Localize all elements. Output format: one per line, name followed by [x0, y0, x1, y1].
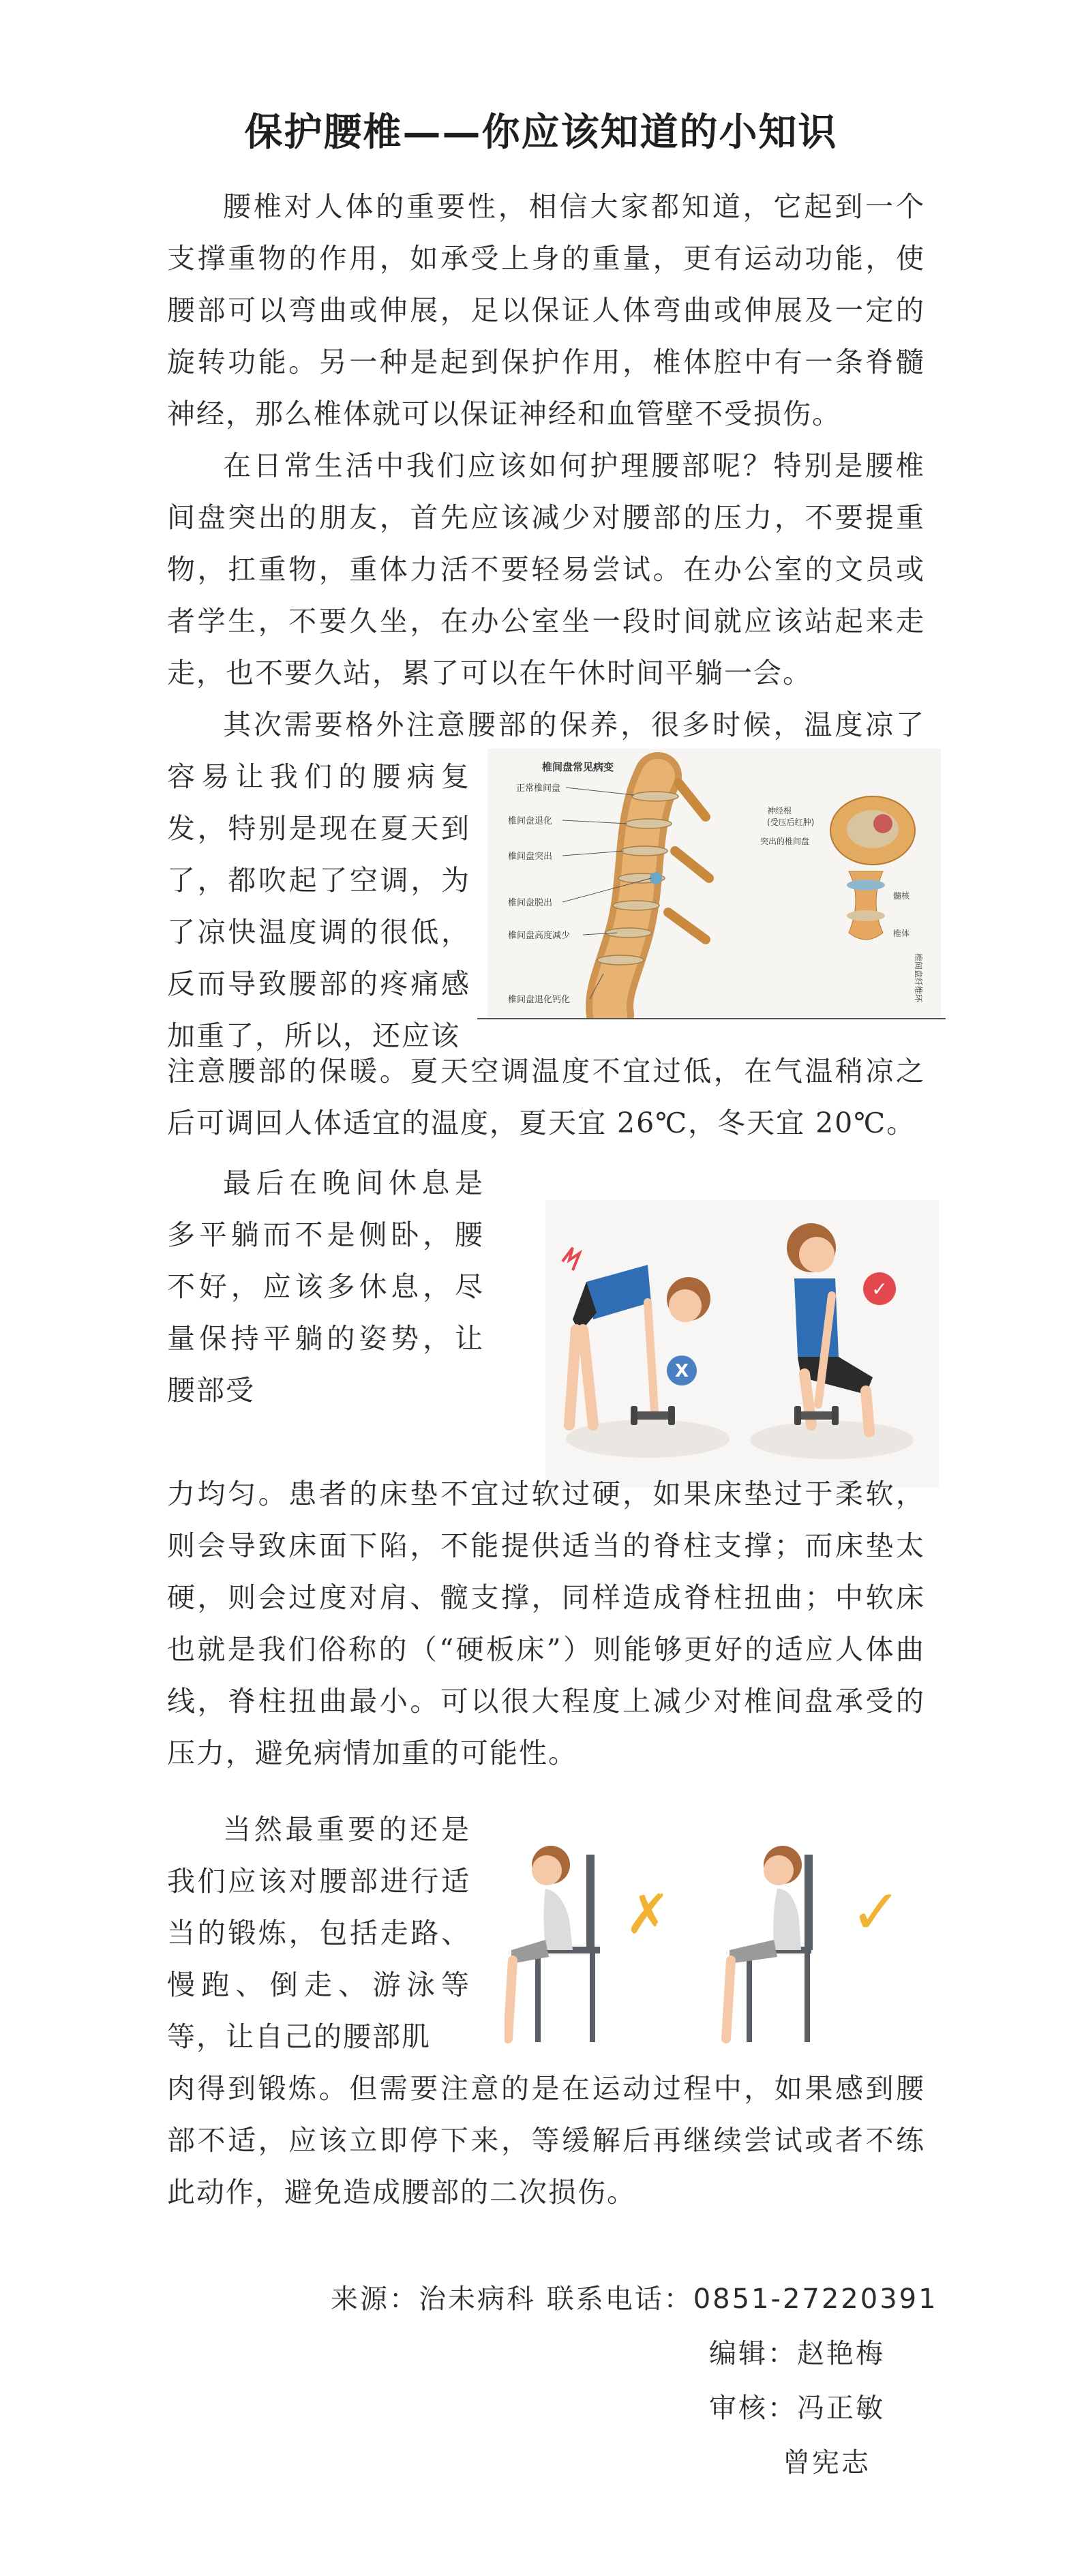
wrong-sitting-person	[508, 1846, 600, 2042]
paragraph-keep-warm-rest: 注意腰部的保暖。夏天空调温度不宜过低，在气温稍凉之后可调回人体适宜的温度，夏天宜 26℃，冬天宜 20℃。	[167, 1055, 925, 1139]
paragraph-exercise-side: 当然最重要的还是我们应该对腰部进行适当的锻炼，包括走路、慢跑、倒走、游泳等等，让自己的腰部肌	[167, 1813, 470, 2053]
label-inflamed: (受压后红肿)	[767, 818, 815, 827]
spine-column	[597, 776, 709, 1015]
spine-figure-heading: 椎间盘常见病变	[542, 761, 614, 773]
article-title: 保护腰椎——你应该知道的小知识	[244, 110, 838, 155]
spine-disc-figure	[487, 749, 941, 1018]
right-sitting-person	[726, 1846, 813, 2042]
right-lifting-person	[787, 1223, 873, 1432]
figure-divider-line	[477, 1018, 946, 1019]
credit-reviewer-second: 曾宪志	[783, 2447, 871, 2478]
sitting-posture-figure	[505, 1831, 927, 2049]
label-nucleus: 髓核	[893, 891, 910, 901]
sitting-illustration	[505, 1831, 927, 2049]
label-nerve-root: 神经根	[767, 806, 792, 815]
label-normal-disc: 正常椎间盘	[516, 783, 561, 794]
credit-editor: 编辑：赵艳梅	[709, 2338, 885, 2369]
disc-detail-inset	[830, 796, 915, 940]
paragraph-keep-warm-first-line: 其次需要格外注意腰部的保养，很多时候，温度凉了	[223, 708, 925, 741]
label-vertebra: 椎体	[893, 929, 910, 938]
label-disc-degeneration: 椎间盘退化	[508, 816, 553, 826]
wrong-sitting-mark: ✗	[625, 1883, 671, 1946]
wrong-mark: X	[674, 1361, 689, 1381]
lifting-illustration	[545, 1200, 939, 1488]
paragraph-rest-lying-side: 最后在晚间休息是多平躺而不是侧卧，腰不好，应该多休息，尽量保持平躺的姿势，让腰部受	[167, 1167, 484, 1407]
paragraph-exercise-rest: 肉得到锻炼。但需要注意的是在运动过程中，如果感到腰部不适，应该立即停下来，等缓解后再继续尝试或者不练此动作，避免造成腰部的二次损伤。	[167, 2072, 925, 2208]
label-disc-prolapse: 椎间盘脱出	[508, 898, 553, 908]
label-herniated-disc: 突出的椎间盘	[760, 837, 810, 846]
credit-source: 来源：治未病科 联系电话：0851-27220391	[331, 2283, 938, 2315]
label-disc-herniation: 椎间盘突出	[508, 852, 553, 862]
right-sitting-mark: ✓	[850, 1876, 902, 1948]
wrong-lifting-person	[562, 1248, 710, 1425]
paragraph-keep-warm-side: 容易让我们的腰病复发，特别是现在夏天到了，都吹起了空调，为了凉快温度调的很低，反而导致腰部的疼痛感加重了，所以，还应该	[167, 760, 470, 1052]
label-annulus: 椎间盘纤维环	[914, 953, 923, 1003]
label-disc-calcification: 椎间盘退化钙化	[508, 995, 571, 1005]
right-mark: ✓	[871, 1278, 888, 1300]
credit-reviewer: 审核：冯正敏	[709, 2393, 885, 2424]
paragraph-mattress: 力均匀。患者的床垫不宜过软过硬，如果床垫过于柔软，则会导致床面下陷，不能提供适当的脊柱支撑；而床垫太硬，则会过度对肩、髋支撑，同样造成脊柱扭曲；中软床也就是我们俗称的（“硬板床”）则能够更好的适应人体曲线，脊柱扭曲最小。可以很大程度上减少对椎间盘承受的压力，避免病情加重的可能性。	[167, 1478, 925, 1769]
paragraph-lumbar-importance: 腰椎对人体的重要性，相信大家都知道，它起到一个支撑重物的作用，如承受上身的重量，更有运动功能，使腰部可以弯曲或伸展，足以保证人体弯曲或伸展及一定的旋转功能。另一种是起到保护作用，椎体腔中有一条脊髓神经，那么椎体就可以保证神经和血管壁不受损伤。	[167, 190, 925, 430]
spine-illustration	[487, 749, 941, 1018]
label-disc-height-loss: 椎间盘高度减少	[508, 931, 571, 941]
paragraph-daily-care: 在日常生活中我们应该如何护理腰部呢？特别是腰椎间盘突出的朋友，首先应该减少对腰部的压力，不要提重物，扛重物，重体力活不要轻易尝试。在办公室的文员或者学生，不要久坐，在办公室坐一段时间就应该站起来走走，也不要久站，累了可以在午休时间平躺一会。	[167, 449, 925, 689]
lifting-posture-figure	[545, 1200, 939, 1488]
